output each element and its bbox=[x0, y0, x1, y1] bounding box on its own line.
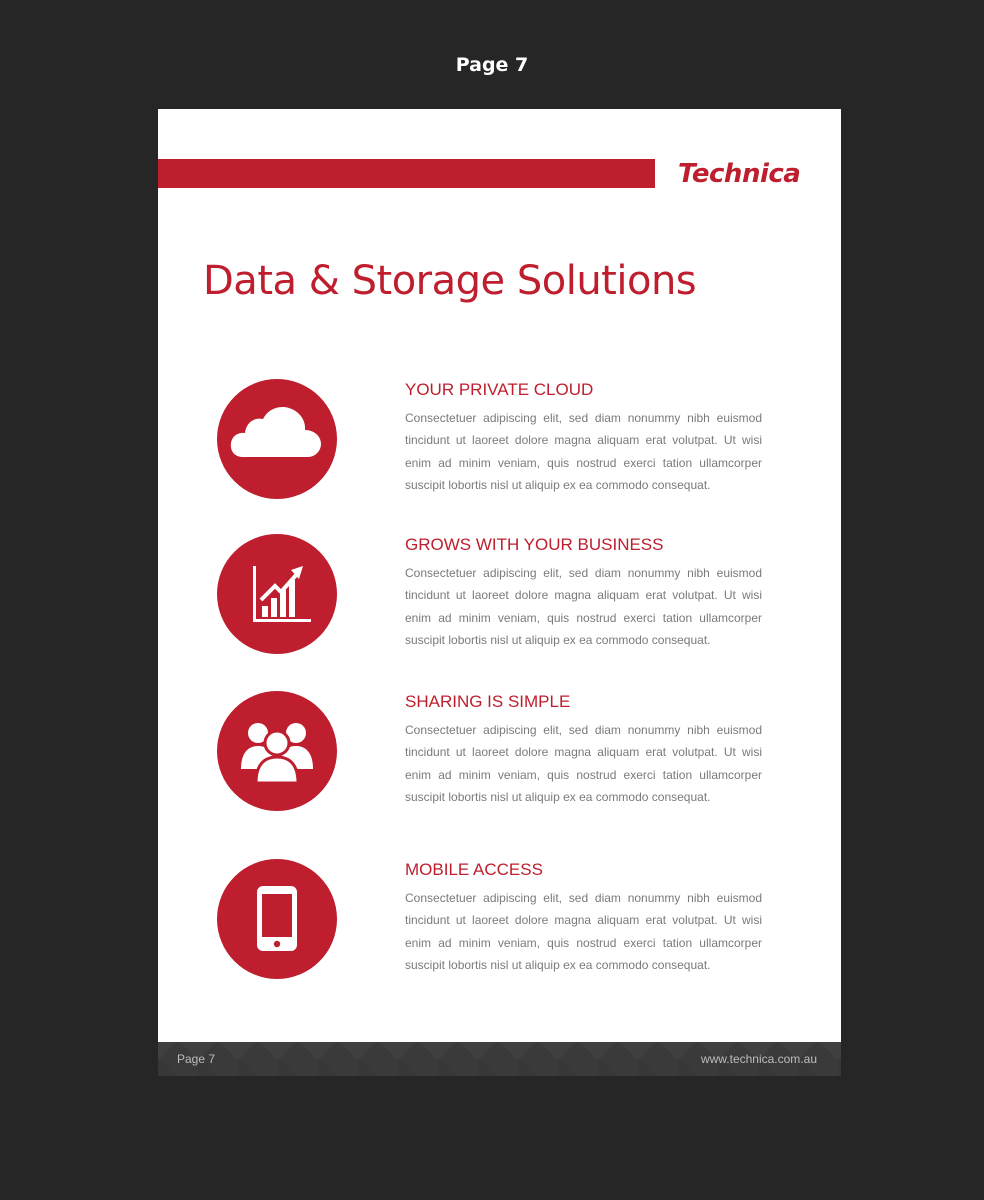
footer-page-number: Page 7 bbox=[177, 1052, 216, 1066]
feature-description: Consectetuer adipiscing elit, sed diam nonummy nibh euismod tincidunt ut laoreet dolore magna aliquam erat volutpat. Ut wisi enim ad minim veniam, quis nostrud exerci tation ullamcorper suscipit lobortis nisl ut aliquip ex ea commodo consequat. bbox=[405, 566, 762, 647]
growth-chart-icon bbox=[217, 534, 337, 654]
smartphone-icon bbox=[217, 859, 337, 979]
page-footer bbox=[158, 1042, 841, 1076]
document-page bbox=[158, 109, 841, 1076]
brand-logo: Technica bbox=[678, 159, 801, 189]
feature-private-cloud bbox=[158, 379, 841, 509]
feature-grows-with-business bbox=[158, 534, 841, 664]
header-accent-bar bbox=[158, 159, 655, 188]
feature-sharing-simple bbox=[158, 691, 841, 821]
cloud-icon bbox=[217, 379, 337, 499]
feature-mobile-access bbox=[158, 859, 841, 989]
feature-heading: GROWS WITH YOUR BUSINESS bbox=[405, 535, 664, 554]
page-caption: Page 7 bbox=[455, 54, 529, 76]
feature-description: Consectetuer adipiscing elit, sed diam nonummy nibh euismod tincidunt ut laoreet dolore magna aliquam erat volutpat. Ut wisi enim ad minim veniam, quis nostrud exerci tation ullamcorper suscipit lobortis nisl ut aliquip ex ea commodo consequat. bbox=[405, 723, 762, 804]
feature-description: Consectetuer adipiscing elit, sed diam nonummy nibh euismod tincidunt ut laoreet dolore magna aliquam erat volutpat. Ut wisi enim ad minim veniam, quis nostrud exerci tation ullamcorper suscipit lobortis nisl ut aliquip ex ea commodo consequat. bbox=[405, 411, 762, 492]
feature-heading: YOUR PRIVATE CLOUD bbox=[405, 380, 594, 399]
users-group-icon bbox=[217, 691, 337, 811]
feature-heading: MOBILE ACCESS bbox=[405, 860, 543, 879]
feature-description: Consectetuer adipiscing elit, sed diam nonummy nibh euismod tincidunt ut laoreet dolore magna aliquam erat volutpat. Ut wisi enim ad minim veniam, quis nostrud exerci tation ullamcorper suscipit lobortis nisl ut aliquip ex ea commodo consequat. bbox=[405, 891, 762, 972]
page-title: Data & Storage Solutions bbox=[203, 258, 697, 304]
footer-website-link[interactable]: www.technica.com.au bbox=[700, 1052, 817, 1066]
feature-heading: SHARING IS SIMPLE bbox=[405, 692, 571, 711]
